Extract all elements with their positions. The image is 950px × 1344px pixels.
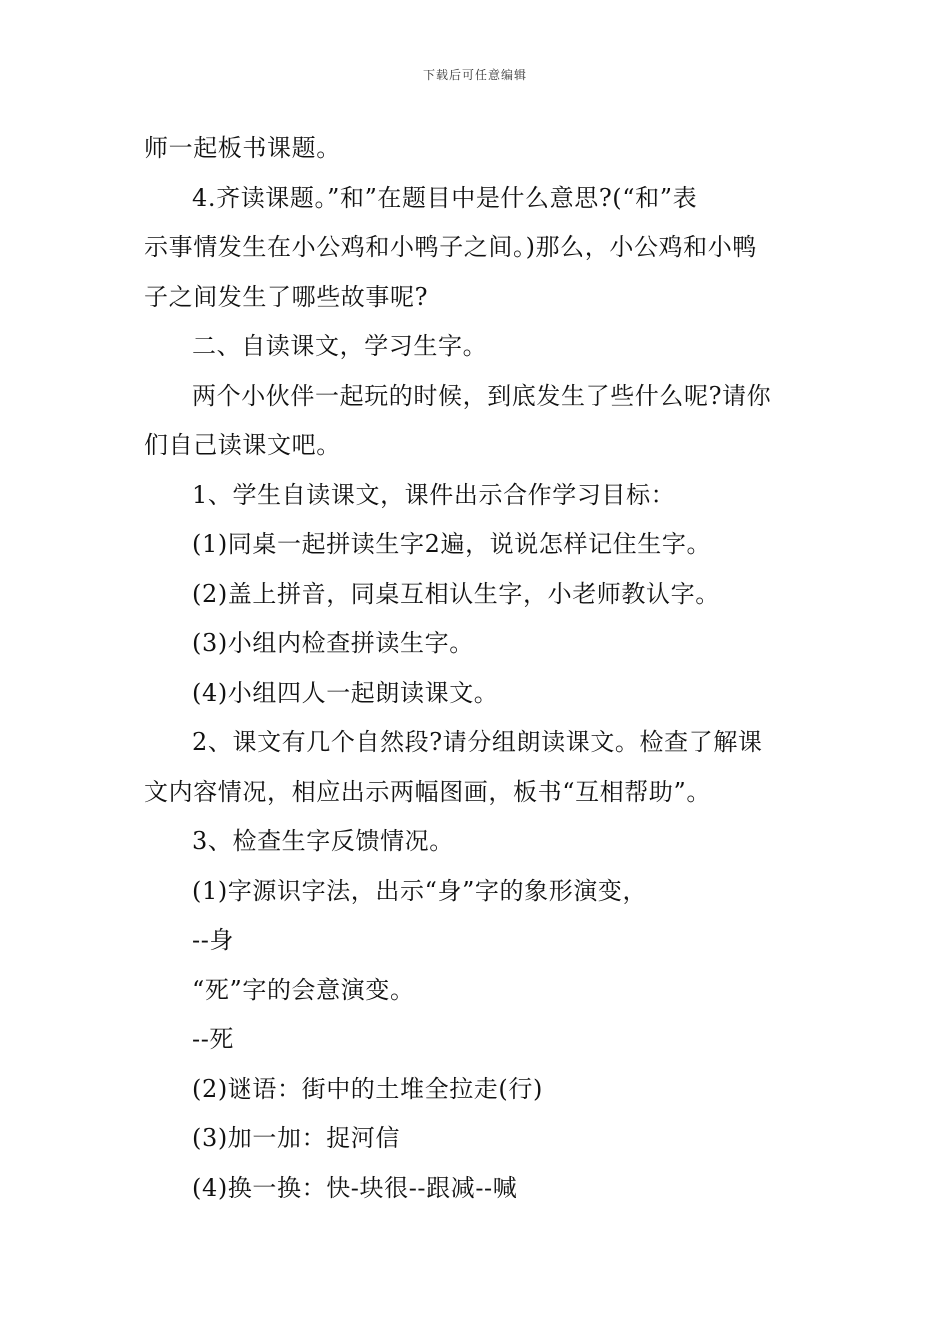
section-heading: 二、自读课文，学习生字。: [192, 332, 488, 360]
list-item: (2)盖上拼音，同桌互相认生字，小老师教认字。: [192, 579, 720, 608]
list-item: (3)加一加：捉河信: [192, 1124, 400, 1152]
list-item: (3)小组内检查拼读生字。: [192, 629, 474, 657]
list-item: 2、课文有几个自然段?请分组朗读课文。检查了解课: [192, 728, 763, 756]
paragraph-line: 两个小伙伴一起玩的时候，到底发生了些什么呢?请你: [192, 381, 772, 410]
list-item: (1)同桌一起拼读生字2遍，说说怎样记住生字。: [192, 530, 712, 558]
paragraph-line: 们自己读课文吧。: [144, 431, 341, 459]
list-item: (2)谜语：街中的土堆全拉走(行): [192, 1074, 543, 1103]
list-item: (1)字源识字法，出示“身”字的象形演变，: [192, 876, 648, 905]
paragraph-line: --死: [192, 1025, 235, 1053]
document-body: [144, 124, 808, 1213]
page-header: 下载后可任意编辑: [422, 68, 527, 82]
list-item: 3、检查生字反馈情况。: [192, 827, 454, 855]
paragraph-line: 师一起板书课题。: [144, 134, 341, 162]
paragraph-line: 子之间发生了哪些故事呢?: [144, 282, 429, 311]
list-item: (4)小组四人一起朗读课文。: [192, 678, 499, 707]
paragraph-line: 4.齐读课题。”和”在题目中是什么意思?(“和”表: [192, 183, 698, 212]
list-item: (4)换一换：快-块很--跟减--喊: [192, 1173, 518, 1202]
paragraph-line: 示事情发生在小公鸡和小鸭子之间。)那么，小公鸡和小鸭: [144, 233, 757, 261]
list-item: 1、学生自读课文，课件出示合作学习目标：: [192, 480, 676, 509]
paragraph-line: --身: [192, 926, 235, 954]
paragraph-line: “死”字的会意演变。: [192, 975, 415, 1004]
paragraph-line: 文内容情况，相应出示两幅图画，板书“互相帮助”。: [144, 777, 711, 806]
